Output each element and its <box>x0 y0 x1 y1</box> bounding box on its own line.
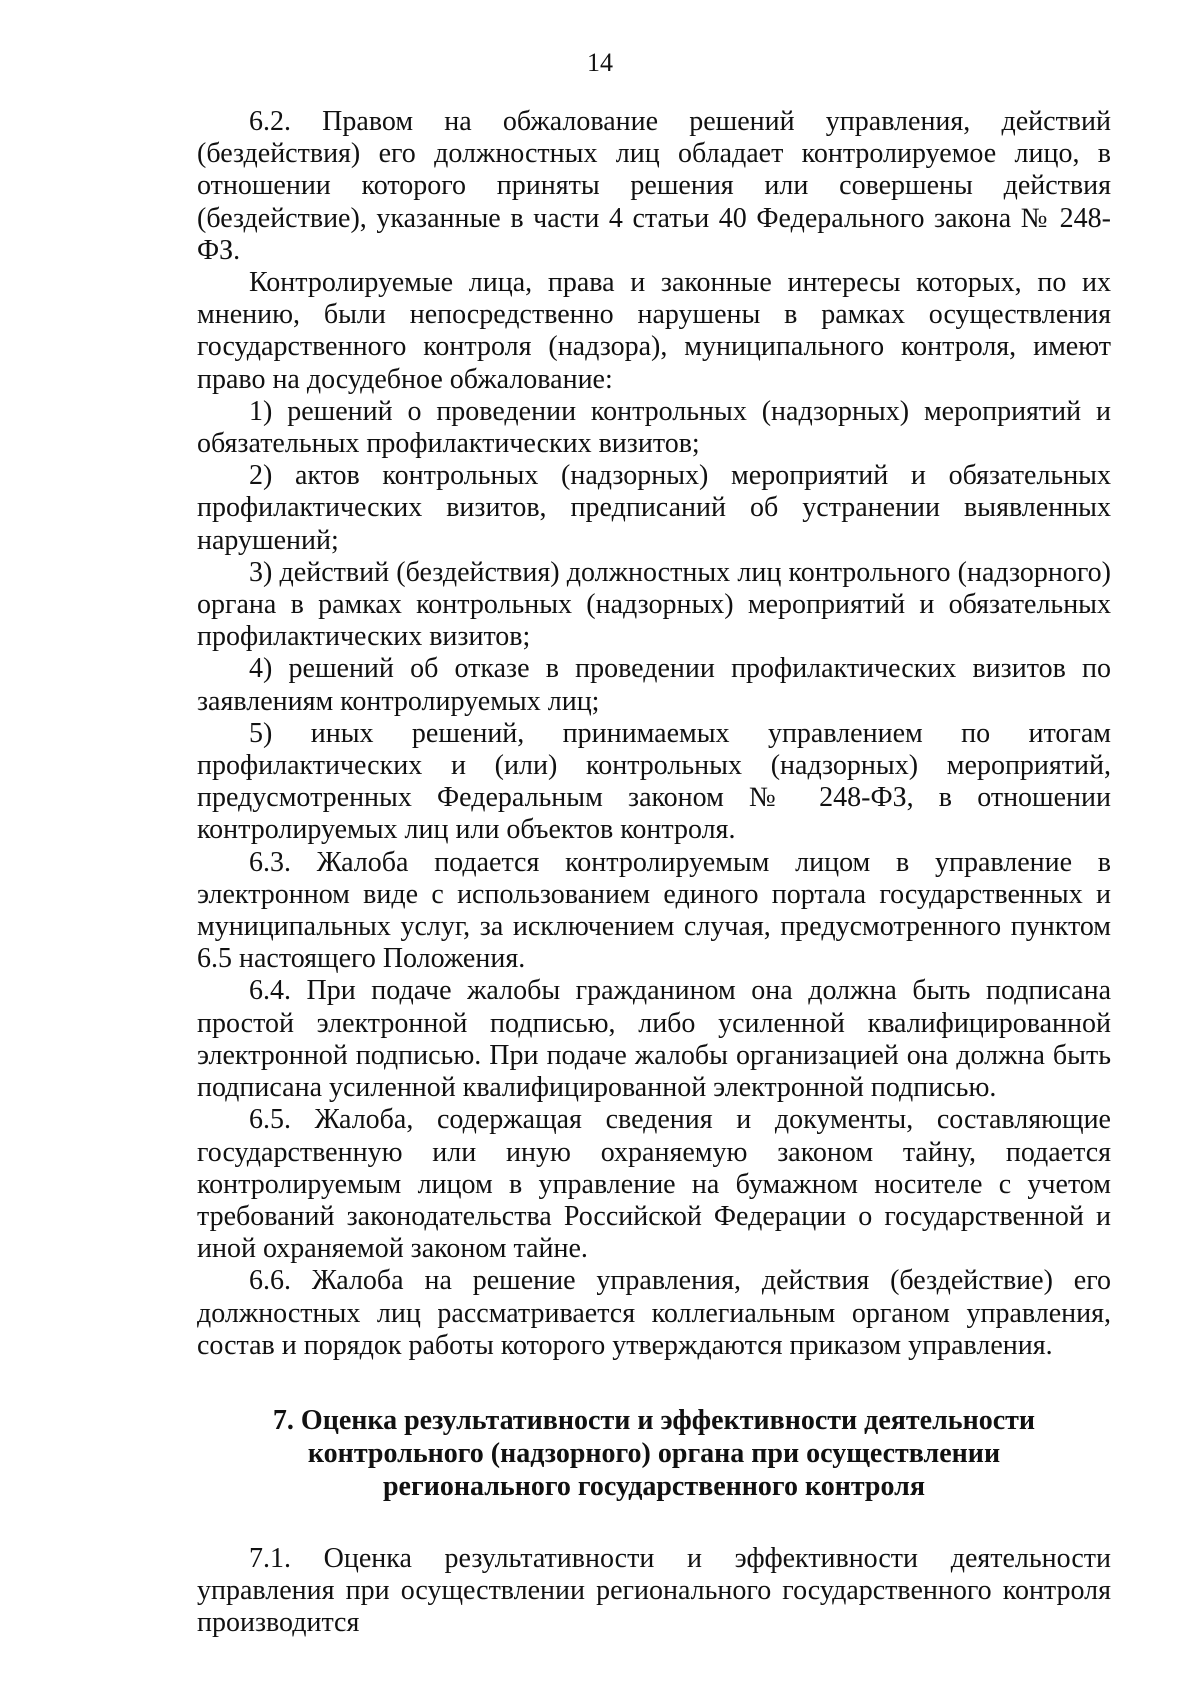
paragraph-7-1: 7.1. Оценка результативности и эффективности деятельности управления при осуществлении регионального государственного контроля производится <box>197 1542 1111 1639</box>
paragraph-6-3: 6.3. Жалоба подается контролируемым лицом в управление в электронном виде с использованием единого портала государственных и муниципальных услуг, за исключением случая, предусмотренного пунктом 6.5 настоящего Положения. <box>197 846 1111 975</box>
section-heading-7 <box>197 1404 1111 1503</box>
list-item-1: 1) решений о проведении контрольных (надзорных) мероприятий и обязательных профилактических визитов; <box>197 395 1111 460</box>
section-heading-line-2: контрольного (надзорного) органа при осуществлении <box>307 1437 1001 1469</box>
list-item-4: 4) решений об отказе в проведении профилактических визитов по заявлениям контролируемых лиц; <box>197 653 1111 717</box>
paragraph-6-6: 6.6. Жалоба на решение управления, действия (бездействие) его должностных лиц рассматривается коллегиальным органом управления, состав и порядок работы которого утверждаются приказом управления. <box>197 1265 1111 1361</box>
paragraph-appeal-rights: Контролируемые лица, права и законные интересы которых, по их мнению, были непосредственно нарушены в рамках осуществления государственного контроля (надзора), муниципального контроля, имеют право на досудебное обжалование: <box>197 267 1111 395</box>
paragraph-6-4: 6.4. При подаче жалобы гражданином она должна быть подписана простой электронной подписью, либо усиленной квалифицированной электронной подписью. При подаче жалобы организацией она должна быть подписана усиленной квалифицированной электронной подписью. <box>197 975 1111 1104</box>
list-item-3: 3) действий (бездействия) должностных лиц контрольного (надзорного) органа в рамках контрольных (надзорных) мероприятий и обязательных профилактических визитов; <box>197 556 1111 653</box>
list-item-2: 2) актов контрольных (надзорных) мероприятий и обязательных профилактических визитов, предписаний об устранении выявленных нарушений; <box>197 460 1111 556</box>
document-body <box>197 106 1111 1640</box>
page-number: 14 <box>587 48 613 77</box>
section-heading-line-3: регионального государственного контроля <box>382 1470 925 1502</box>
paragraph-6-5: 6.5. Жалоба, содержащая сведения и документы, составляющие государственную или иную охраняемую законом тайну, подается контролируемым лицом в управление на бумажном носителе с учетом требований законодательства Российской Федерации о государственной и иной охраняемой законом тайне. <box>197 1104 1111 1265</box>
paragraph-6-2: 6.2. Правом на обжалование решений управления, действий (бездействия) его должностных лиц обладает контролируемое лицо, в отношении которого приняты решения или совершены действия (бездействие), указанные в части 4 статьи 40 Федерального закона № 248-ФЗ. <box>197 106 1111 266</box>
section-heading-line-1: 7. Оценка результативности и эффективности деятельности <box>272 1404 1036 1436</box>
list-item-5: 5) иных решений, принимаемых управлением по итогам профилактических и (или) контрольных (надзорных) мероприятий, предусмотренных Федеральным законом № 248-ФЗ, в отношении контролируемых лиц или объектов контроля. <box>197 717 1111 846</box>
